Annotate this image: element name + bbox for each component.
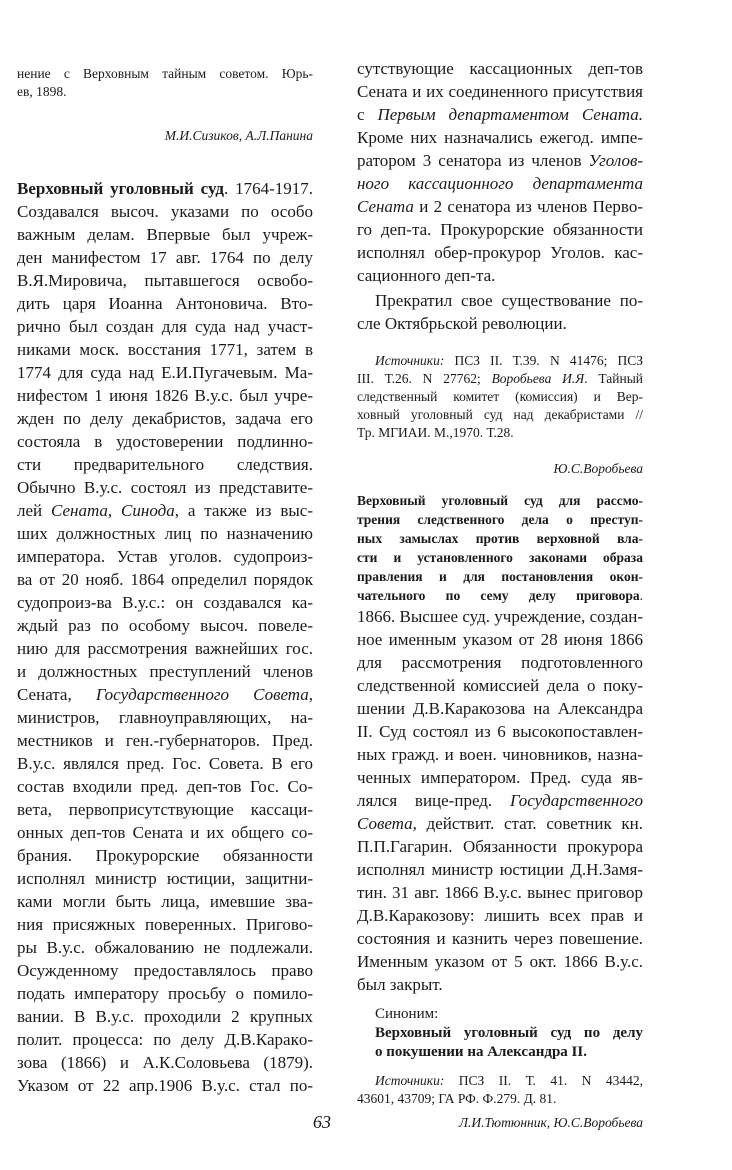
text-line: вета, первоприсутствующие кассаци- — [17, 800, 313, 819]
text-line: сутствующие кассационных деп-тов — [357, 59, 643, 78]
text-line: полит. процесса: по делу Д.В.Каракo- — [17, 1030, 313, 1049]
cross-reference: Сената — [357, 197, 414, 216]
sources-line: Источники: ПСЗ II. Т. 41. N 43442, — [375, 1073, 643, 1088]
text-line: го деп-та. Прокурорские обязанности — [357, 220, 643, 239]
sources-line: ховный уголовный суд над декабристами // — [357, 407, 643, 422]
text-line: был закрыт. — [357, 975, 443, 994]
text-line: и должностных преступлений членов — [17, 662, 313, 681]
text-line: лей Сената, Синода, а также из выс- — [17, 501, 313, 520]
text-line: нифестом 1 июня 1826 В.у.с. был учре- — [17, 386, 313, 405]
text-line: Д.В.Каракозову: лишить всех прав и — [357, 906, 643, 925]
text-line: ва от 20 нояб. 1864 определил порядок — [17, 570, 313, 589]
text-line: рично был создан для суда над участ- — [17, 317, 313, 336]
cross-reference: Первым департаментом Сената. — [377, 105, 644, 124]
text-line: Осужденному предоставлялось право — [17, 961, 313, 980]
text-line: исполнял обер-прокурор Уголов. кас- — [357, 243, 643, 262]
sources-label: Источники: — [375, 353, 445, 368]
entry-title-line: чательного по сему делу приговора. — [357, 588, 643, 603]
synonym-line: Верховный уголовный суд по делу — [375, 1025, 643, 1041]
text-line: нение с Верховным тайным советом. Юрь- — [17, 66, 313, 81]
text-line: исполнял министр юстиции Д.Н.Замя- — [357, 860, 643, 879]
text-line: тин. 31 авг. 1866 В.у.с. вынес приговор — [357, 883, 643, 902]
entry-title-line: трения следственного дела о преступ- — [357, 512, 643, 527]
text-line: ждый раз по особому высоч. повеле- — [17, 616, 313, 635]
cross-reference: Совета — [357, 814, 413, 833]
page-number: 63 — [313, 1112, 331, 1132]
text-line: ное именным указом от 28 июня 1866 — [357, 630, 643, 649]
text-line: онных деп-тов Сената и их общего со- — [17, 823, 313, 842]
text-line: жден по делу декабристов, задача его — [17, 409, 313, 428]
text-line: Указом от 22 апр.1906 В.у.с. стал по- — [17, 1076, 313, 1095]
author-signature: Ю.С.Воробьева — [553, 461, 643, 476]
text-line: для рассмотрения подготовленного — [357, 653, 643, 672]
cross-reference: Уголов- — [588, 151, 643, 170]
text-line: сти предварительного следствия. — [17, 455, 313, 474]
sources-line: Тр. МГИАИ. М.,1970. Т.28. — [357, 425, 514, 440]
text-line: состав входили пред. деп-тов Гос. Со- — [17, 777, 313, 796]
text-line: никами моск. восстания 1771, затем в — [17, 340, 313, 359]
text-line: нию для рассмотрения важнейших гос. — [17, 639, 313, 658]
sources-line: следственный комитет (комиссия) и Вер- — [357, 389, 643, 404]
text-line: состояла в удостоверении подлинно- — [17, 432, 313, 451]
entry-title-line: правления и для постановления окон- — [357, 569, 643, 584]
synonym-line: о покушении на Александра II. — [375, 1044, 587, 1060]
text-line: Создавался высоч. указами по особо — [17, 202, 313, 221]
text-line: ками могли быть лица, имевшие зва- — [17, 892, 313, 911]
text-line: ев, 1898. — [17, 84, 67, 99]
sources-line: 43601, 43709; ГА РФ. Ф.279. Д. 81. — [357, 1091, 557, 1106]
text-line: дить царя Иоанна Антоновича. Вто- — [17, 294, 313, 313]
text-line: шении Д.В.Каракозова на Александра — [357, 699, 643, 718]
text-line: Обычно В.у.с. состоял из представите- — [17, 478, 313, 497]
text-line: министров, главноуправляющих, на- — [17, 708, 313, 727]
text-line: ченных императором. Пред. суда яв- — [357, 768, 643, 787]
cross-reference: Государственного — [509, 791, 643, 810]
text-line: императора. Устав уголов. судопроиз- — [17, 547, 313, 566]
entry-title: Верховный уголовный суд — [17, 179, 225, 198]
author-signature: М.И.Сизиков, А.Л.Панина — [164, 128, 313, 143]
text-line: 1774 для суда над Е.И.Пугачевым. Ма- — [17, 363, 313, 382]
text-line: местников и ген.-губернаторов. Пред. — [17, 731, 313, 750]
text-line: ных гражд. и воен. чиновников, назна- — [357, 745, 643, 764]
text-line: Именным указом от 5 окт. 1866 В.у.с. — [357, 952, 643, 971]
sources-label: Источники: — [375, 1073, 445, 1088]
entry-title-line: ных замыслах против верховной вла- — [357, 531, 643, 546]
text-line: сационного деп-та. — [357, 266, 496, 285]
text-line: исполнял министр юстиции, защитни- — [17, 869, 313, 888]
text-line: лялся вице-пред. Государственного — [357, 791, 643, 810]
entry-title-line: сти и установленного законами образа — [357, 550, 643, 565]
text-line: брания. Прокурорские обязанности — [17, 846, 313, 865]
text-line: ратором 3 сенатора из членов Уголов- — [357, 151, 643, 170]
text-line: Сената и 2 сенатора из членов Перво- — [357, 197, 643, 216]
text-line: ры В.у.с. обжалованию не подлежали. — [17, 938, 313, 957]
text-line: Прекратил свое существование по- — [375, 291, 643, 310]
text-line: сле Октябрьской революции. — [357, 314, 567, 333]
text-line: судопроиз-ва В.у.с.: он создавался ка- — [17, 593, 313, 612]
text-line: П.П.Гагарин. Обязанности прокурора — [357, 837, 643, 856]
synonym-label: Синоним: — [375, 1006, 439, 1022]
sources-line: III. Т.26. N 27762; Воробьева И.Я. Тайный — [357, 371, 644, 386]
text-line: вании. В В.у.с. проходили 2 крупных — [17, 1007, 313, 1026]
text-line: ших должностных лиц по назначению — [17, 524, 313, 543]
sources-line: Источники: ПСЗ II. Т.39. N 41476; ПСЗ — [375, 353, 643, 368]
text-line: ден манифестом 17 авг. 1764 по делу — [17, 248, 313, 267]
text-line: В.Я.Мировича, пытавшегося освобо- — [17, 271, 313, 290]
cross-reference: ного кассационного департамента — [357, 174, 643, 193]
cross-reference: Государственного Совета — [95, 685, 309, 704]
entry-heading-line: Верховный уголовный суд. 1764-1917. — [17, 179, 313, 198]
text-line: Сената и их соединенного присутствия — [357, 82, 643, 101]
text-line: с Первым департаментом Сената. — [357, 105, 644, 124]
text-line: В.у.с. являлся пред. Гос. Совета. В его — [17, 754, 313, 773]
text-line: Кроме них назначались ежегод. импе- — [357, 128, 643, 147]
author-signature: Л.И.Тютюнник, Ю.С.Воробьева — [458, 1115, 643, 1130]
text-line: зова (1866) и А.К.Соловьева (1879). — [17, 1053, 313, 1072]
text-line: II. Суд состоял из 6 высокопоставлен- — [357, 722, 643, 741]
entry-title-line: Верховный уголовный суд для рассмо- — [357, 493, 643, 508]
text-line: состояния и казнить через повешение. — [357, 929, 643, 948]
text-line: 1866. Высшее суд. учреждение, создан- — [357, 607, 643, 626]
text-line: ния присяжных поверенных. Пригово- — [17, 915, 313, 934]
text-line: важным делам. Впервые был учреж- — [17, 225, 313, 244]
text-line: подать императору просьбу о помило- — [17, 984, 313, 1003]
text-line: Совета, действит. стат. советник кн. — [357, 814, 643, 833]
text-line: следственной комиссией дела о поку- — [357, 676, 643, 695]
text-line: Сената, Государственного Совета, — [17, 685, 313, 704]
cross-reference: Сената, Синода — [51, 501, 175, 520]
